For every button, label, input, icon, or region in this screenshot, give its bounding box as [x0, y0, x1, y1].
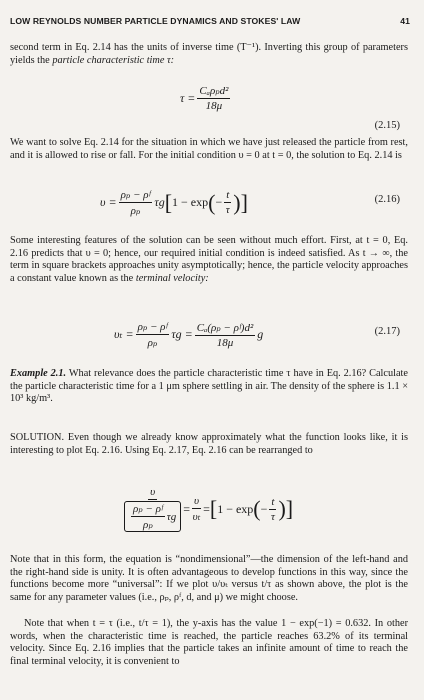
paragraph-release: We want to solve Eq. 2.14 for the situation in which we have just released the particle from rest, and it is allowed to rise or fall. For the initial condition υ = 0 at t = 0, the solution to Eq. 2.14 is [10, 137, 408, 161]
equation-number: (2.17) [374, 326, 400, 337]
running-header [10, 16, 410, 26]
paragraph-characteristic-time: Note that when t = τ (i.e., t/τ = 1), the y-axis has the value 1 − exp(−1) = 0.632. In other words, when the characteristic time is reached, the particle reaches 63.2% of its terminal velocity. Since Eq. 2.16 implies that the particle takes an infinite amount of time to reach the final terminal velocity, it is convenient to [10, 618, 408, 667]
page-number: 41 [400, 16, 410, 26]
equation-number: (2.16) [374, 194, 400, 205]
equation-2-17: υₜ = $\frac{\text{ρₚ − ρᶠ}}{\text{ρₚ}}$ τg = $\frac{\text{Cₐ(ρₚ − ρᶠ)d²}}{18\mu}$ g (2.17) [114, 321, 400, 349]
example-2-1: Example 2.1. What relevance does the particle characteristic time τ have in Eq. 2.16? Calculate the particle characteristic time for a 1 μm sphere settling in air. The density of the sphere is 1.1 × 10³ kg/m³. [10, 368, 409, 405]
equation-2-16: υ = $\frac{\text{ρₚ − ρᶠ}}{\text{ρₚ}}$ τg [ 1 − exp ( − $\frac{t}{\tau}$ ) ] (2.16) [100, 189, 400, 217]
paragraph-nondimensional: Note that in this form, the equation is “nondimensional”—the dimension of the left-hand and the right-hand side is unity. It is often advantageous to develop functions in this way, since the functions become more “universal”: If we plot υ/υₜ versus t/τ as shown above, the plot is the same for any parameter values (i.e., ρₚ, ρᶠ, d, and μ) we might choose. [10, 554, 408, 603]
example-label: Example 2.1. [10, 368, 67, 379]
chapter-title: LOW REYNOLDS NUMBER PARTICLE DYNAMICS AND STOKES' LAW [10, 16, 301, 26]
boxed-denominator: $\frac{\text{ρₚ − ρᶠ}}{\text{ρₚ}}$ τg [124, 501, 181, 532]
equation-number: (2.15) [374, 120, 400, 131]
paragraph-intro: second term in Eq. 2.14 has the units of inverse time (T⁻¹). Inverting this group of parameters yields the particle characteristic time τ: [10, 42, 408, 66]
terminal-velocity-term: terminal velocity: [135, 272, 209, 284]
solution-paragraph: SOLUTION. Even though we already know approximately what the function looks like, it is interesting to plot Eq. 2.16. Using Eq. 2.17, Eq. 2.16 can be rearranged to [10, 432, 408, 456]
equation-nondimensional: υ $\frac{\text{ρₚ − ρᶠ}}{\text{ρₚ}}$ τg = $\frac{\upsilon}{\text{υₜ}}$ = [ 1 − exp ( − $\frac{t}{\tau}$ ) ] [10, 482, 408, 542]
paragraph-features: Some interesting features of the solution can be seen without much effort. First, at t = 0, Eq. 2.16 predicts that υ = 0; hence, our required initial condition is indeed satisfied. As t → ∞, the term in square brackets approaches unity asymptotically; hence, the particle velocity approaches a constant value known as the terminal velocity: [10, 235, 408, 284]
equation-2-15: τ = $\frac{\text{Cₐρₚd²}}{18\mu}$ (2.15) [180, 85, 400, 131]
particle-time-term: particle characteristic time τ: [52, 54, 175, 66]
